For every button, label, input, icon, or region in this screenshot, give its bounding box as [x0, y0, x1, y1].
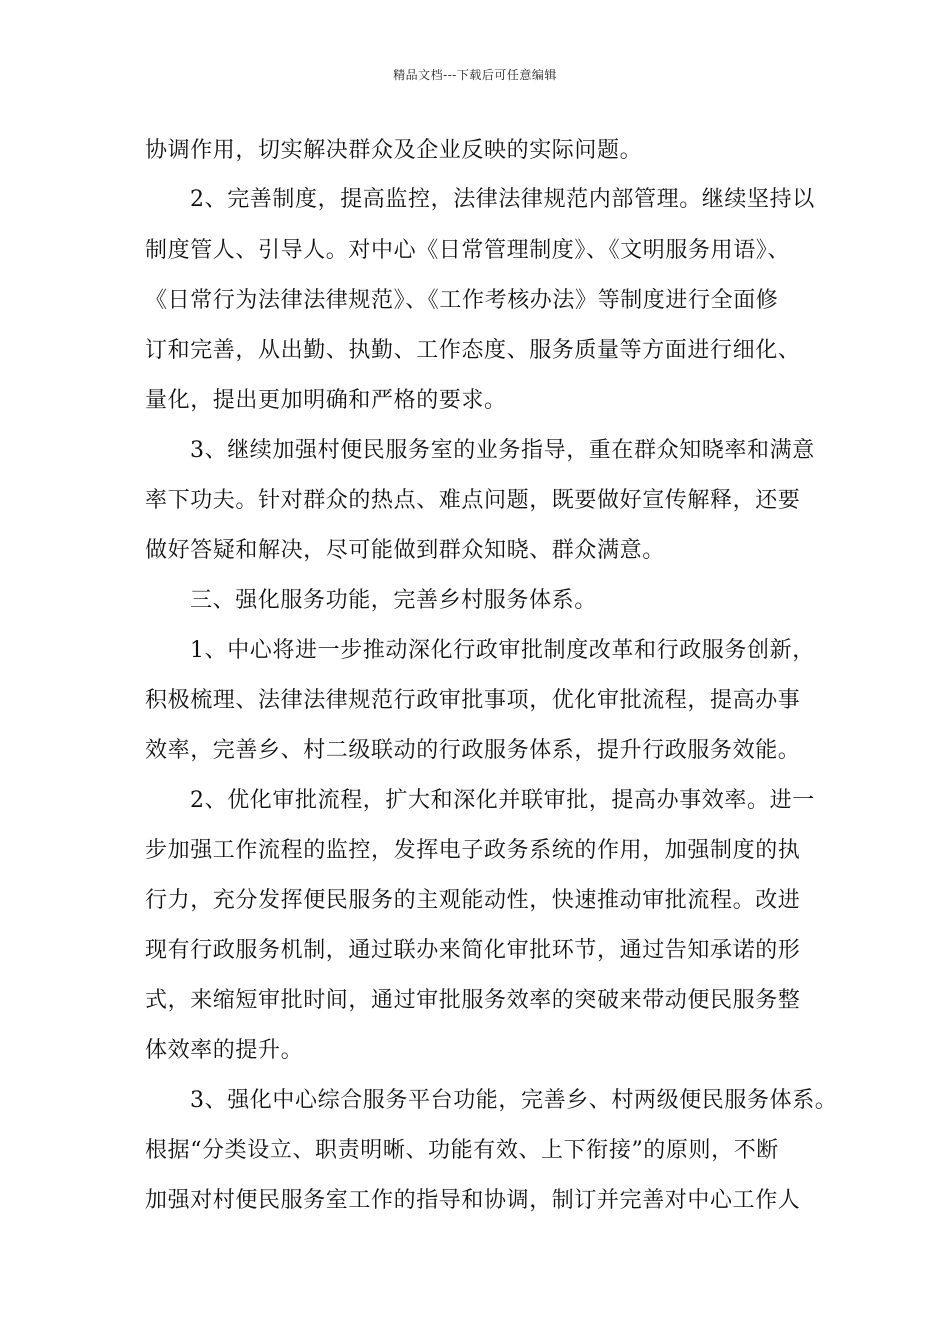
page-header-note: 精品文档---下载后可任意编辑 — [393, 68, 557, 82]
text-line: 制度管人、引导人。对中心《日常管理制度》、《文明服务用语》、 — [145, 238, 791, 263]
text-line: 根据“分类设立、职责明晰、功能有效、上下衔接”的原则，不断 — [145, 1138, 779, 1163]
text-line: 体效率的提升。 — [145, 1038, 304, 1063]
text-line: 效率，完善乡、村二级联动的行政服务体系，提升行政服务效能。 — [145, 738, 801, 763]
section-heading: 三、强化服务功能，完善乡村服务体系。 — [190, 588, 597, 613]
text-line: 行力，充分发挥便民服务的主观能动性，快速推动审批流程。改进 — [145, 888, 801, 913]
text-line: 3、强化中心综合服务平台功能，完善乡、村两级便民服务体系。 — [190, 1088, 838, 1113]
text-line: 率下功夫。针对群众的热点、难点问题，既要做好宣传解释，还要 — [145, 488, 801, 513]
text-line: 量化，提出更加明确和严格的要求。 — [145, 388, 507, 413]
text-line: 式，来缩短审批时间，通过审批服务效率的突破来带动便民服务整 — [145, 988, 801, 1013]
text-line: 1、中心将进一步推动深化行政审批制度改革和行政服务创新， — [190, 638, 815, 663]
text-line: 订和完善，从出勤、执勤、工作态度、服务质量等方面进行细化、 — [145, 338, 801, 363]
text-line: 步加强工作流程的监控，发挥电子政务系统的作用，加强制度的执 — [145, 838, 801, 863]
text-line: 做好答疑和解决，尽可能做到群众知晓、群众满意。 — [145, 538, 665, 563]
text-line: 2、完善制度，提高监控，法律法律规范内部管理。继续坚持以 — [190, 187, 815, 212]
text-line: 3、继续加强村便民服务室的业务指导，重在群众知晓率和满意 — [190, 438, 815, 463]
text-line: 加强对村便民服务室工作的指导和协调，制订并完善对中心工作人 — [145, 1188, 801, 1213]
text-line: 2、优化审批流程，扩大和深化并联审批，提高办事效率。进一 — [190, 788, 815, 813]
text-line: 积极梳理、法律法律规范行政审批事项，优化审批流程，提高办事 — [145, 688, 801, 713]
text-line: 《日常行为法律法律规范》、《工作考核办法》等制度进行全面修 — [145, 288, 779, 313]
text-line: 协调作用，切实解决群众及企业反映的实际问题。 — [145, 138, 643, 163]
text-line: 现有行政服务机制，通过联办来简化审批环节，通过告知承诺的形 — [145, 938, 801, 963]
